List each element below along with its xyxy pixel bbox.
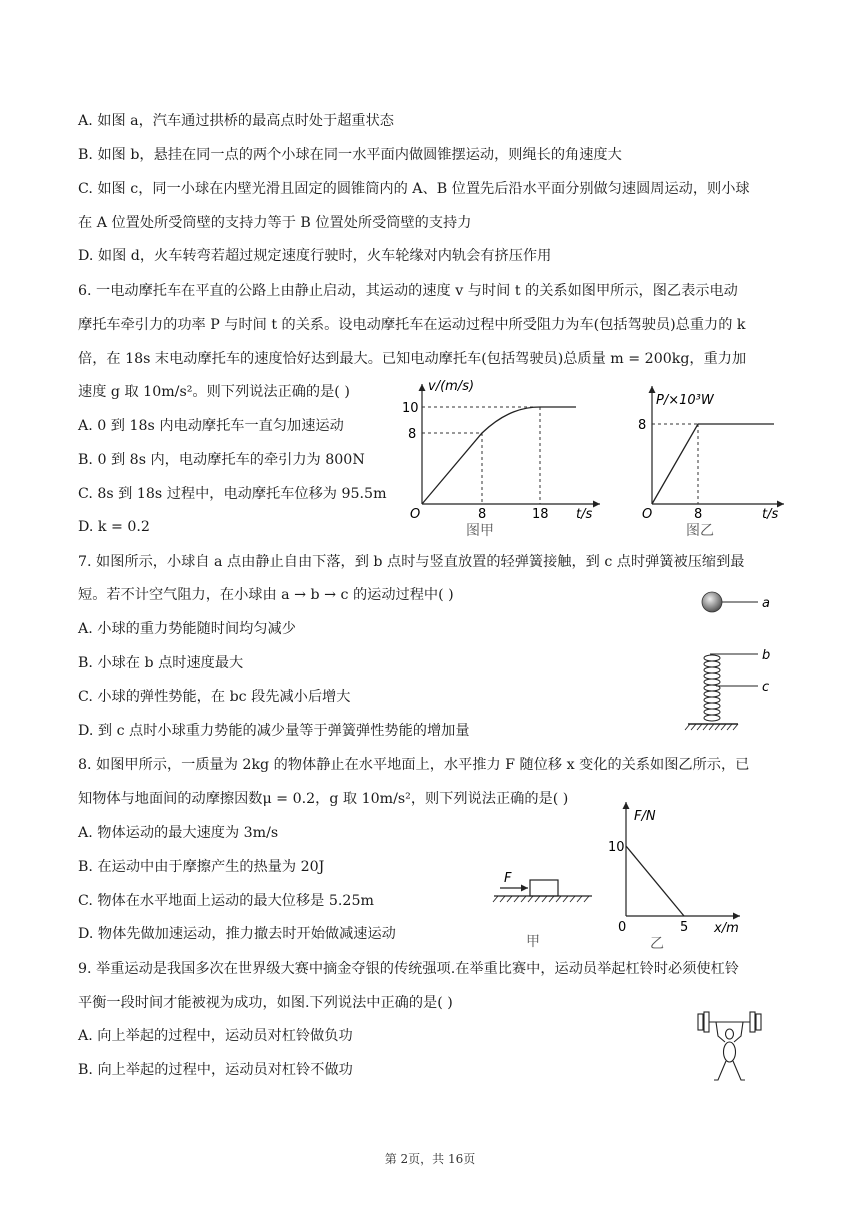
x-axis-label: t/s bbox=[762, 507, 779, 522]
origin-label: O bbox=[410, 507, 421, 522]
option-line: A. 0 到 18s 内电动摩托车一直匀加速运动 bbox=[78, 418, 344, 434]
origin-label: 0 bbox=[618, 920, 627, 935]
text-line: C. 如图 c，同一小球在内壁光滑且固定的圆锥筒内的 A、B 位置先后沿水平面分别做匀速圆周运动，则小球 bbox=[78, 181, 750, 197]
tick-label: 8 bbox=[408, 427, 417, 442]
y-axis-label: v/(m/s) bbox=[428, 379, 475, 394]
force-label: F bbox=[504, 871, 512, 886]
force-line bbox=[626, 846, 684, 916]
option-line: B. 小球在 b 点时速度最大 bbox=[78, 655, 244, 671]
y-axis-label: P/×10³W bbox=[656, 393, 714, 408]
x-axis-label: t/s bbox=[576, 507, 593, 522]
option-line: C. 物体在水平地面上运动的最大位移是 5.25m bbox=[78, 893, 374, 909]
power-curve bbox=[652, 424, 774, 504]
y-axis-label: F/N bbox=[634, 809, 656, 824]
text-line: 速度 g 取 10m/s²。则下列说法正确的是( ) bbox=[78, 384, 350, 400]
text-line: B. 如图 b，悬挂在同一点的两个小球在同一水平面内做圆锥摆运动，则绳长的角速度大 bbox=[78, 147, 622, 163]
option-line: C. 8s 到 18s 过程中，电动摩托车位移为 95.5m bbox=[78, 486, 387, 502]
option-line: B. 0 到 8s 内，电动摩托车的牵引力为 800N bbox=[78, 452, 365, 468]
text-line: A. 如图 a，汽车通过拱桥的最高点时处于超重状态 bbox=[78, 113, 394, 129]
text-line: 6. 一电动摩托车在平直的公路上由静止启动，其运动的速度 v 与时间 t 的关系如图甲所示，图乙表示电动 bbox=[78, 283, 738, 299]
option-line: A. 小球的重力势能随时间均匀减少 bbox=[78, 621, 296, 637]
text-line: 短。若不计空气阻力，在小球由 a → b → c 的运动过程中( ) bbox=[78, 587, 454, 603]
text-line: D. 如图 d，火车转弯若超过规定速度行驶时，火车轮缘对内轨会有挤压作用 bbox=[78, 248, 552, 264]
point-label-c: c bbox=[762, 680, 770, 695]
ball bbox=[702, 592, 722, 612]
block-figure bbox=[488, 866, 598, 956]
origin-label: O bbox=[642, 507, 653, 522]
figure-caption: 甲 bbox=[526, 934, 540, 950]
athlete bbox=[714, 1022, 745, 1080]
v-t-graph bbox=[400, 378, 610, 538]
option-line: D. 到 c 点时小球重力势能的减少量等于弹簧弹性势能的增加量 bbox=[78, 723, 470, 739]
tick-label: 8 bbox=[478, 507, 487, 522]
x-axis-label: x/m bbox=[714, 921, 739, 936]
tick-label: 8 bbox=[694, 507, 703, 522]
option-line: C. 小球的弹性势能，在 bc 段先减小后增大 bbox=[78, 689, 351, 705]
ground-hatch bbox=[685, 724, 738, 730]
text-line: 倍，在 18s 末电动摩托车的速度恰好达到最大。已知电动摩托车(包括驾驶员)总质量 m = 200kg，重力加 bbox=[78, 351, 747, 367]
f-x-graph bbox=[600, 796, 770, 952]
figure-caption: 乙 bbox=[650, 936, 664, 952]
option-line: D. k = 0.2 bbox=[78, 519, 150, 535]
text-line: 在 A 位置处所受筒壁的支持力等于 B 位置处所受筒壁的支持力 bbox=[78, 215, 472, 231]
weightlifter-figure bbox=[694, 1008, 774, 1088]
option-line: D. 物体先做加速运动，推力撤去时开始做减速运动 bbox=[78, 926, 396, 942]
tick-label: 5 bbox=[680, 920, 689, 935]
text-line: 摩托车牵引力的功率 P 与时间 t 的关系。设电动摩托车在运动过程中所受阻力为车(包括驾驶员)总重力的 k bbox=[78, 317, 746, 333]
point-label-a: a bbox=[762, 596, 770, 611]
text-line: 知物体与地面间的动摩擦因数μ = 0.2，g 取 10m/s²，则下列说法正确的是( ) bbox=[78, 791, 569, 807]
point-label-b: b bbox=[762, 648, 771, 663]
text-line: 8. 如图甲所示，一质量为 2kg 的物体静止在水平地面上，水平推力 F 随位移 x 变化的关系如图乙所示，已 bbox=[78, 757, 750, 773]
text-line: 平衡一段时间才能被视为成功，如图.下列说法中正确的是( ) bbox=[78, 995, 453, 1011]
tick-label: 10 bbox=[402, 401, 419, 416]
ball-spring-figure bbox=[680, 586, 790, 746]
option-line: B. 向上举起的过程中，运动员对杠铃不做功 bbox=[78, 1062, 353, 1078]
figure-caption: 图乙 bbox=[686, 523, 714, 538]
p-t-graph bbox=[634, 378, 794, 538]
tick-label: 10 bbox=[608, 840, 625, 855]
spring bbox=[704, 655, 720, 721]
block bbox=[530, 880, 558, 896]
text-line: 7. 如图所示，小球自 a 点由静止自由下落，到 b 点时与竖直放置的轻弹簧接触，到 c 点时弹簧被压缩到最 bbox=[78, 554, 745, 570]
tick-label: 8 bbox=[638, 418, 647, 433]
tick-label: 18 bbox=[532, 507, 549, 522]
option-line: A. 物体运动的最大速度为 3m/s bbox=[78, 825, 279, 841]
option-line: B. 在运动中由于摩擦产生的热量为 20J bbox=[78, 859, 325, 875]
figure-caption: 图甲 bbox=[466, 523, 494, 538]
option-line: A. 向上举起的过程中，运动员对杠铃做负功 bbox=[78, 1028, 353, 1044]
page-footer: 第 2页，共 16页 bbox=[384, 1152, 476, 1166]
ground-hatch bbox=[493, 896, 589, 902]
text-line: 9. 举重运动是我国多次在世界级大赛中摘金夺银的传统强项.在举重比赛中，运动员举起杠铃时必须使杠铃 bbox=[78, 961, 739, 977]
velocity-curve bbox=[422, 407, 576, 504]
